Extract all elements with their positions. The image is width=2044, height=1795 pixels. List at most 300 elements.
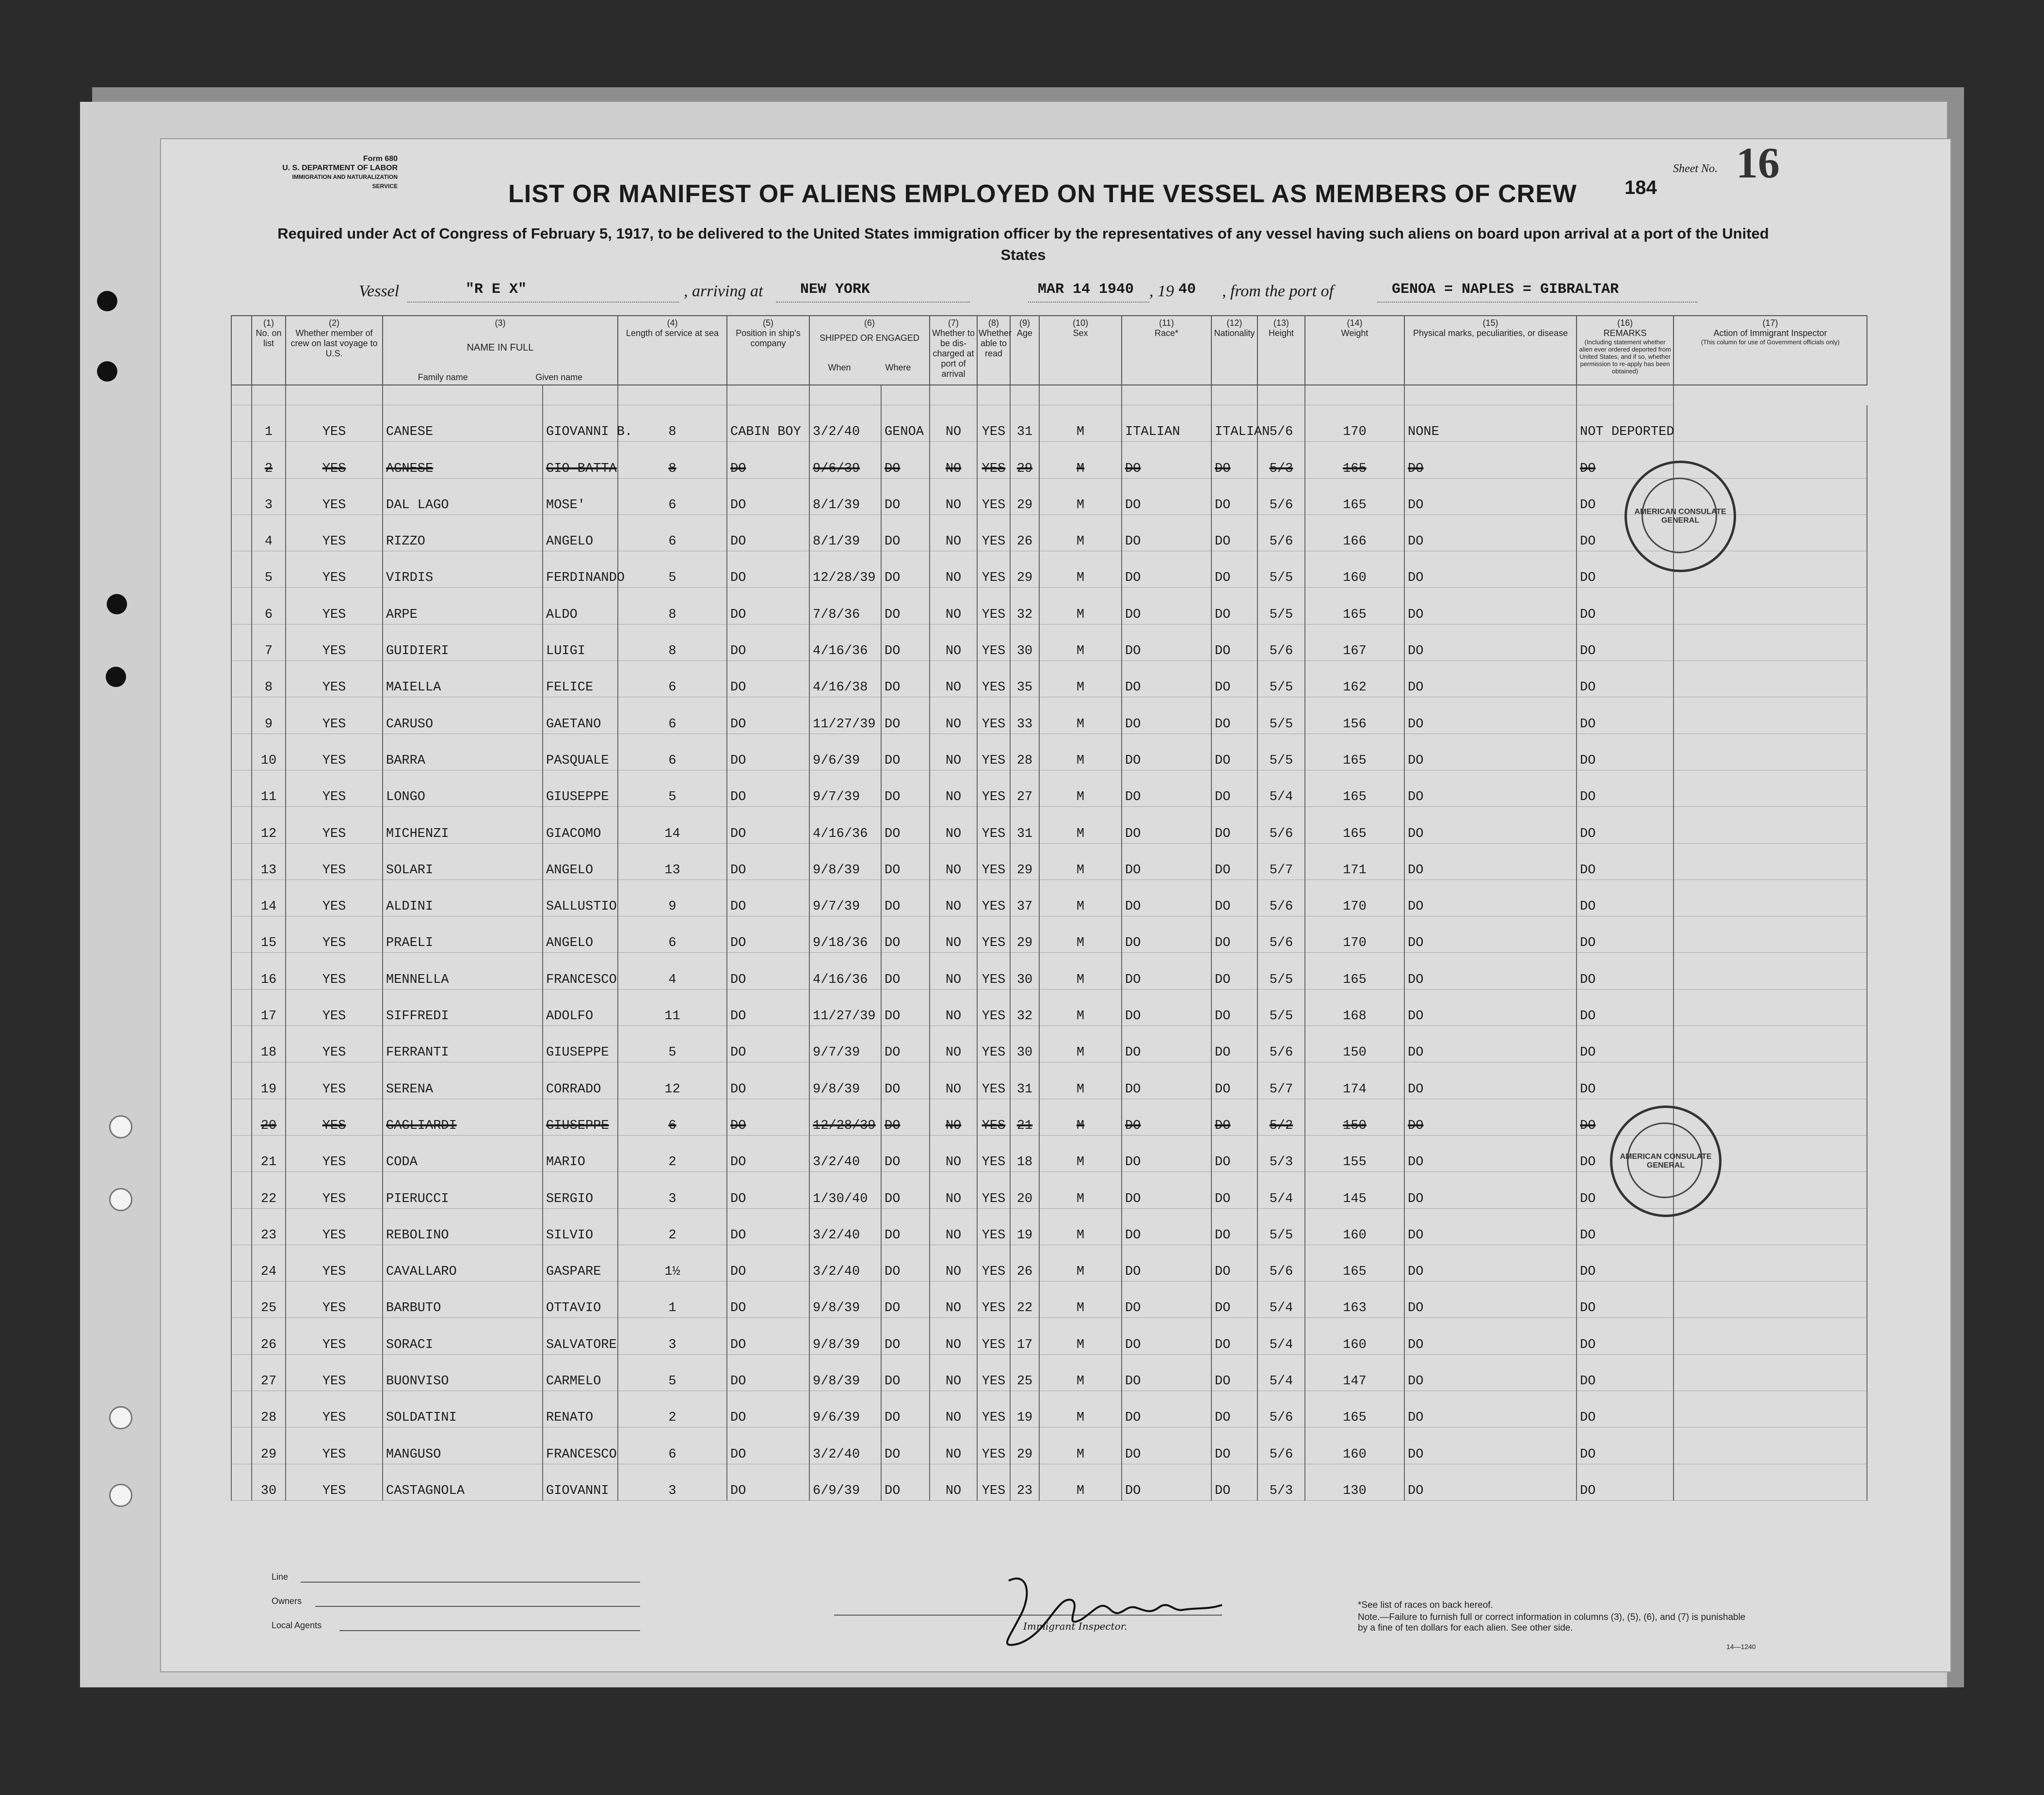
- cell-given: RENATO: [543, 1391, 618, 1427]
- cell-marks: DO: [1404, 1391, 1577, 1427]
- column-header: (8) Whether able to read: [977, 316, 1010, 385]
- cell-age: 23: [1010, 1464, 1039, 1500]
- cell-remarks: DO: [1577, 880, 1674, 916]
- cell-weight: 170: [1305, 405, 1404, 442]
- cell-when: 1/30/40: [809, 1172, 881, 1208]
- cell-given: GASPARE: [543, 1245, 618, 1281]
- service-name: IMMIGRATION AND NATURALIZATION SERVICE: [292, 174, 398, 190]
- cell-race: DO: [1122, 734, 1211, 770]
- cell-service: 8: [618, 405, 727, 442]
- cell-position: DO: [727, 661, 809, 697]
- cell-position: DO: [727, 770, 809, 806]
- cell-discharged: NO: [930, 1245, 977, 1281]
- cell-read: YES: [977, 1391, 1010, 1427]
- consulate-stamp: AMERICAN CONSULATE GENERAL: [1625, 461, 1736, 572]
- cell-where: DO: [881, 1099, 930, 1135]
- date-underline: [1028, 302, 1149, 303]
- cell-race: DO: [1122, 1318, 1211, 1354]
- cell-remarks: DO: [1577, 1282, 1674, 1318]
- cell-prev: YES: [286, 514, 383, 551]
- cell-service: 8: [618, 442, 727, 478]
- cell-no: 1: [252, 405, 286, 442]
- column-header: (17) Action of Immigrant Inspector (This column for use of Government officials only): [1674, 316, 1867, 385]
- cell-sex: M: [1039, 1208, 1122, 1245]
- cell-service: 6: [618, 697, 727, 734]
- cell-given: ALDO: [543, 588, 618, 624]
- cell-service: 5: [618, 770, 727, 806]
- cell-weight: 145: [1305, 1172, 1404, 1208]
- cell-position: DO: [727, 807, 809, 843]
- cell-marks: DO: [1404, 1282, 1577, 1318]
- margin-cell: [231, 1427, 252, 1464]
- cell-remarks: DO: [1577, 1391, 1674, 1427]
- cell-no: 30: [252, 1464, 286, 1500]
- cell-family: SOLDATINI: [383, 1391, 543, 1427]
- cell-given: GIUSEPPE: [543, 1099, 618, 1135]
- margin-cell: [231, 1282, 252, 1318]
- cell-race: DO: [1122, 624, 1211, 660]
- cell-marks: DO: [1404, 1062, 1577, 1099]
- agents-label: Local Agents: [272, 1620, 322, 1630]
- cell-weight: 165: [1305, 807, 1404, 843]
- cell-height: 5/5: [1257, 661, 1305, 697]
- cell-prev: YES: [286, 989, 383, 1026]
- cell-age: 20: [1010, 1172, 1039, 1208]
- consulate-stamp: AMERICAN CONSULATE GENERAL: [1610, 1106, 1722, 1217]
- cell-race: DO: [1122, 1208, 1211, 1245]
- cell-given: OTTAVIO: [543, 1282, 618, 1318]
- margin-cell: [231, 478, 252, 514]
- cell-read: YES: [977, 843, 1010, 880]
- cell-service: 13: [618, 843, 727, 880]
- cell-where: DO: [881, 1282, 930, 1318]
- column-header: (15) Physical marks, peculiarities, or disease: [1404, 316, 1577, 385]
- column-header: (10) Sex: [1039, 316, 1122, 385]
- cell-discharged: NO: [930, 588, 977, 624]
- cell-where: DO: [881, 1208, 930, 1245]
- margin-cell: [231, 551, 252, 588]
- cell-discharged: NO: [930, 1062, 977, 1099]
- cell-service: 5: [618, 551, 727, 588]
- cell-family: CANESE: [383, 405, 543, 442]
- cell-marks: DO: [1404, 624, 1577, 660]
- table-row: [231, 807, 1867, 843]
- cell-read: YES: [977, 1464, 1010, 1500]
- cell-no: 3: [252, 478, 286, 514]
- cell-discharged: NO: [930, 1135, 977, 1171]
- cell-service: 5: [618, 1354, 727, 1391]
- cell-when: 8/1/39: [809, 514, 881, 551]
- column-header: (3) NAME IN FULL Family name Given name: [383, 316, 618, 385]
- cell-remarks: DO: [1577, 989, 1674, 1026]
- cell-service: 5: [618, 1026, 727, 1062]
- from-underline: [1377, 302, 1697, 303]
- table-row: [231, 880, 1867, 916]
- cell-position: CABIN BOY: [727, 405, 809, 442]
- cell-height: 5/5: [1257, 588, 1305, 624]
- cell-family: GUIDIERI: [383, 624, 543, 660]
- cell-when: 11/27/39: [809, 697, 881, 734]
- cell-race: DO: [1122, 697, 1211, 734]
- cell-remarks: DO: [1577, 916, 1674, 953]
- cell-family: VIRDIS: [383, 551, 543, 588]
- cell-given: CORRADO: [543, 1062, 618, 1099]
- cell-prev: YES: [286, 916, 383, 953]
- cell-service: 3: [618, 1464, 727, 1500]
- cell-nationality: DO: [1211, 1062, 1257, 1099]
- cell-given: ANGELO: [543, 916, 618, 953]
- column-header: (7) Whether to be dis-charged at port of arrival: [930, 316, 977, 385]
- cell-read: YES: [977, 1427, 1010, 1464]
- cell-no: 28: [252, 1391, 286, 1427]
- cell-given: ANGELO: [543, 843, 618, 880]
- cell-position: DO: [727, 1135, 809, 1171]
- cell-nationality: DO: [1211, 1245, 1257, 1281]
- cell-prev: YES: [286, 551, 383, 588]
- cell-nationality: DO: [1211, 1282, 1257, 1318]
- cell-inspector-action: [1674, 880, 1867, 916]
- cell-position: DO: [727, 442, 809, 478]
- cell-nationality: DO: [1211, 551, 1257, 588]
- cell-read: YES: [977, 1318, 1010, 1354]
- cell-no: 4: [252, 514, 286, 551]
- cell-prev: YES: [286, 661, 383, 697]
- cell-race: DO: [1122, 514, 1211, 551]
- cell-race: DO: [1122, 588, 1211, 624]
- cell-inspector-action: [1674, 1464, 1867, 1500]
- cell-weight: 162: [1305, 661, 1404, 697]
- cell-family: SIFFREDI: [383, 989, 543, 1026]
- cell-height: 5/4: [1257, 1282, 1305, 1318]
- margin-cell: [231, 1135, 252, 1171]
- spacer-row: [231, 385, 1867, 405]
- cell-weight: 156: [1305, 697, 1404, 734]
- cell-read: YES: [977, 734, 1010, 770]
- cell-inspector-action: [1674, 1282, 1867, 1318]
- cell-remarks: DO: [1577, 514, 1674, 551]
- table-row: [231, 1464, 1867, 1500]
- cell-nationality: DO: [1211, 697, 1257, 734]
- cell-given: FRANCESCO: [543, 1427, 618, 1464]
- cell-family: ARPE: [383, 588, 543, 624]
- cell-where: DO: [881, 661, 930, 697]
- cell-when: 4/16/36: [809, 624, 881, 660]
- cell-height: 5/3: [1257, 1135, 1305, 1171]
- cell-family: CASTAGNOLA: [383, 1464, 543, 1500]
- cell-when: 7/8/36: [809, 588, 881, 624]
- cell-where: DO: [881, 1135, 930, 1171]
- cell-discharged: NO: [930, 1172, 977, 1208]
- cell-when: 4/16/36: [809, 807, 881, 843]
- cell-service: 4: [618, 953, 727, 989]
- cell-sex: M: [1039, 478, 1122, 514]
- cell-race: DO: [1122, 1245, 1211, 1281]
- cell-read: YES: [977, 551, 1010, 588]
- cell-race: DO: [1122, 1391, 1211, 1427]
- cell-remarks: DO: [1577, 551, 1674, 588]
- cell-nationality: DO: [1211, 880, 1257, 916]
- cell-prev: YES: [286, 588, 383, 624]
- cell-remarks: DO: [1577, 953, 1674, 989]
- cell-remarks: DO: [1577, 1026, 1674, 1062]
- stamp-number: 184: [1625, 177, 1657, 198]
- binder-hole: [109, 1406, 132, 1429]
- cell-read: YES: [977, 1354, 1010, 1391]
- sheet-label: Sheet No.: [1673, 162, 1718, 175]
- cell-remarks: DO: [1577, 478, 1674, 514]
- cell-discharged: NO: [930, 989, 977, 1026]
- cell-age: 31: [1010, 405, 1039, 442]
- cell-where: DO: [881, 624, 930, 660]
- cell-prev: YES: [286, 405, 383, 442]
- table-row: [231, 953, 1867, 989]
- cell-marks: DO: [1404, 1427, 1577, 1464]
- margin-cell: [231, 807, 252, 843]
- cell-remarks: DO: [1577, 624, 1674, 660]
- cell-race: DO: [1122, 442, 1211, 478]
- cell-race: DO: [1122, 661, 1211, 697]
- cell-height: 5/4: [1257, 1172, 1305, 1208]
- cell-where: DO: [881, 1427, 930, 1464]
- cell-where: DO: [881, 843, 930, 880]
- cell-family: BUONVISO: [383, 1354, 543, 1391]
- cell-inspector-action: [1674, 405, 1867, 442]
- cell-discharged: NO: [930, 843, 977, 880]
- crew-manifest-table: [231, 315, 1867, 1501]
- cell-height: 5/5: [1257, 734, 1305, 770]
- cell-when: 12/28/39: [809, 551, 881, 588]
- cell-race: DO: [1122, 1062, 1211, 1099]
- cell-marks: DO: [1404, 1172, 1577, 1208]
- cell-weight: 150: [1305, 1099, 1404, 1135]
- cell-discharged: NO: [930, 953, 977, 989]
- page-title: LIST OR MANIFEST OF ALIENS EMPLOYED ON THE VESSEL AS MEMBERS OF CREW: [508, 180, 1577, 208]
- cell-weight: 165: [1305, 1245, 1404, 1281]
- cell-where: DO: [881, 1318, 930, 1354]
- cell-where: DO: [881, 880, 930, 916]
- cell-position: DO: [727, 734, 809, 770]
- cell-read: YES: [977, 624, 1010, 660]
- cell-given: GIOVANNI B.: [543, 405, 618, 442]
- cell-age: 25: [1010, 1354, 1039, 1391]
- cell-no: 5: [252, 551, 286, 588]
- year-prefix: , 19: [1149, 282, 1174, 300]
- cell-discharged: NO: [930, 1391, 977, 1427]
- cell-age: 22: [1010, 1282, 1039, 1318]
- cell-marks: DO: [1404, 661, 1577, 697]
- cell-when: 3/2/40: [809, 1208, 881, 1245]
- cell-age: 30: [1010, 624, 1039, 660]
- cell-race: DO: [1122, 807, 1211, 843]
- cell-sex: M: [1039, 1245, 1122, 1281]
- cell-age: 17: [1010, 1318, 1039, 1354]
- cell-given: ANGELO: [543, 514, 618, 551]
- cell-service: 1: [618, 1282, 727, 1318]
- cell-discharged: NO: [930, 1427, 977, 1464]
- cell-weight: 168: [1305, 989, 1404, 1026]
- cell-nationality: DO: [1211, 1172, 1257, 1208]
- cell-age: 32: [1010, 989, 1039, 1026]
- cell-position: DO: [727, 1026, 809, 1062]
- cell-sex: M: [1039, 1062, 1122, 1099]
- cell-position: DO: [727, 1208, 809, 1245]
- cell-read: YES: [977, 697, 1010, 734]
- cell-sex: M: [1039, 1282, 1122, 1318]
- column-header: (11) Race*: [1122, 316, 1211, 385]
- cell-given: GIUSEPPE: [543, 1026, 618, 1062]
- cell-weight: 170: [1305, 880, 1404, 916]
- inspector-signature: [989, 1566, 1241, 1663]
- cell-inspector-action: [1674, 1062, 1867, 1099]
- cell-sex: M: [1039, 770, 1122, 806]
- cell-position: DO: [727, 624, 809, 660]
- cell-weight: 165: [1305, 478, 1404, 514]
- cell-when: 9/8/39: [809, 1282, 881, 1318]
- cell-prev: YES: [286, 1208, 383, 1245]
- cell-weight: 165: [1305, 588, 1404, 624]
- cell-sex: M: [1039, 1172, 1122, 1208]
- cell-when: 6/9/39: [809, 1464, 881, 1500]
- cell-height: 5/7: [1257, 843, 1305, 880]
- cell-marks: NONE: [1404, 405, 1577, 442]
- cell-weight: 170: [1305, 916, 1404, 953]
- cell-when: 9/18/36: [809, 916, 881, 953]
- cell-inspector-action: [1674, 697, 1867, 734]
- cell-inspector-action: [1674, 843, 1867, 880]
- cell-inspector-action: [1674, 1391, 1867, 1427]
- cell-marks: DO: [1404, 1318, 1577, 1354]
- cell-discharged: NO: [930, 807, 977, 843]
- cell-prev: YES: [286, 1427, 383, 1464]
- cell-family: REBOLINO: [383, 1208, 543, 1245]
- cell-family: AGNESE: [383, 442, 543, 478]
- cell-given: PASQUALE: [543, 734, 618, 770]
- margin-cell: [231, 405, 252, 442]
- cell-sex: M: [1039, 697, 1122, 734]
- cell-inspector-action: [1674, 770, 1867, 806]
- cell-nationality: DO: [1211, 1099, 1257, 1135]
- cell-nationality: ITALIAN: [1211, 405, 1257, 442]
- cell-nationality: DO: [1211, 1026, 1257, 1062]
- margin-cell: [231, 1318, 252, 1354]
- cell-read: YES: [977, 1245, 1010, 1281]
- cell-weight: 150: [1305, 1026, 1404, 1062]
- cell-sex: M: [1039, 880, 1122, 916]
- cell-discharged: NO: [930, 514, 977, 551]
- margin-cell: [231, 880, 252, 916]
- cell-where: DO: [881, 916, 930, 953]
- column-header: (14) Weight: [1305, 316, 1404, 385]
- cell-age: 27: [1010, 770, 1039, 806]
- cell-age: 19: [1010, 1208, 1039, 1245]
- cell-where: DO: [881, 1245, 930, 1281]
- cell-discharged: NO: [930, 1208, 977, 1245]
- cell-read: YES: [977, 1172, 1010, 1208]
- cell-sex: M: [1039, 442, 1122, 478]
- cell-family: LONGO: [383, 770, 543, 806]
- form-number: Form 680: [363, 155, 398, 163]
- cell-where: DO: [881, 551, 930, 588]
- cell-sex: M: [1039, 514, 1122, 551]
- table-row: [231, 624, 1867, 660]
- cell-discharged: NO: [930, 478, 977, 514]
- cell-weight: 163: [1305, 1282, 1404, 1318]
- cell-remarks: DO: [1577, 1464, 1674, 1500]
- margin-cell: [231, 1391, 252, 1427]
- cell-no: 9: [252, 697, 286, 734]
- cell-weight: 165: [1305, 1391, 1404, 1427]
- cell-height: 5/7: [1257, 1062, 1305, 1099]
- column-header: (2) Whether member of crew on last voyage to U.S.: [286, 316, 383, 385]
- margin-cell: [231, 1026, 252, 1062]
- table-row: [231, 1208, 1867, 1245]
- cell-no: 25: [252, 1282, 286, 1318]
- cell-remarks: DO: [1577, 770, 1674, 806]
- cell-marks: DO: [1404, 1208, 1577, 1245]
- cell-where: DO: [881, 1172, 930, 1208]
- vessel-name: "R E X": [466, 281, 527, 298]
- cell-family: MANGUSO: [383, 1427, 543, 1464]
- cell-when: 12/28/39: [809, 1099, 881, 1135]
- cell-given: FERDINANDO: [543, 551, 618, 588]
- cell-read: YES: [977, 1099, 1010, 1135]
- cell-where: DO: [881, 1026, 930, 1062]
- cell-position: DO: [727, 1245, 809, 1281]
- cell-prev: YES: [286, 1318, 383, 1354]
- cell-no: 7: [252, 624, 286, 660]
- cell-age: 33: [1010, 697, 1039, 734]
- cell-sex: M: [1039, 734, 1122, 770]
- table-row: [231, 1391, 1867, 1427]
- cell-marks: DO: [1404, 551, 1577, 588]
- margin-cell: [231, 1172, 252, 1208]
- cell-marks: DO: [1404, 1464, 1577, 1500]
- cell-read: YES: [977, 478, 1010, 514]
- cell-service: 9: [618, 880, 727, 916]
- cell-nationality: DO: [1211, 916, 1257, 953]
- cell-prev: YES: [286, 1099, 383, 1135]
- table-row: [231, 1026, 1867, 1062]
- cell-race: DO: [1122, 551, 1211, 588]
- cell-given: GIACOMO: [543, 807, 618, 843]
- cell-prev: YES: [286, 478, 383, 514]
- arrival-year: 40: [1178, 281, 1196, 298]
- cell-position: DO: [727, 953, 809, 989]
- cell-where: DO: [881, 734, 930, 770]
- cell-height: 5/4: [1257, 770, 1305, 806]
- cell-where: DO: [881, 697, 930, 734]
- cell-marks: DO: [1404, 1135, 1577, 1171]
- cell-age: 21: [1010, 1099, 1039, 1135]
- table-row: [231, 442, 1867, 478]
- from-label: , from the port of: [1222, 282, 1334, 300]
- line-label: Line: [272, 1572, 289, 1582]
- cell-discharged: NO: [930, 1354, 977, 1391]
- cell-nationality: DO: [1211, 843, 1257, 880]
- cell-where: DO: [881, 1354, 930, 1391]
- binder-hole: [109, 1115, 132, 1138]
- cell-inspector-action: [1674, 1354, 1867, 1391]
- cell-sex: M: [1039, 916, 1122, 953]
- cell-remarks: NOT DEPORTED: [1577, 405, 1674, 442]
- cell-when: 9/7/39: [809, 880, 881, 916]
- cell-when: 4/16/38: [809, 661, 881, 697]
- cell-no: 24: [252, 1245, 286, 1281]
- cell-position: DO: [727, 551, 809, 588]
- cell-family: SORACI: [383, 1318, 543, 1354]
- cell-family: MENNELLA: [383, 953, 543, 989]
- arrival-port: NEW YORK: [800, 281, 870, 298]
